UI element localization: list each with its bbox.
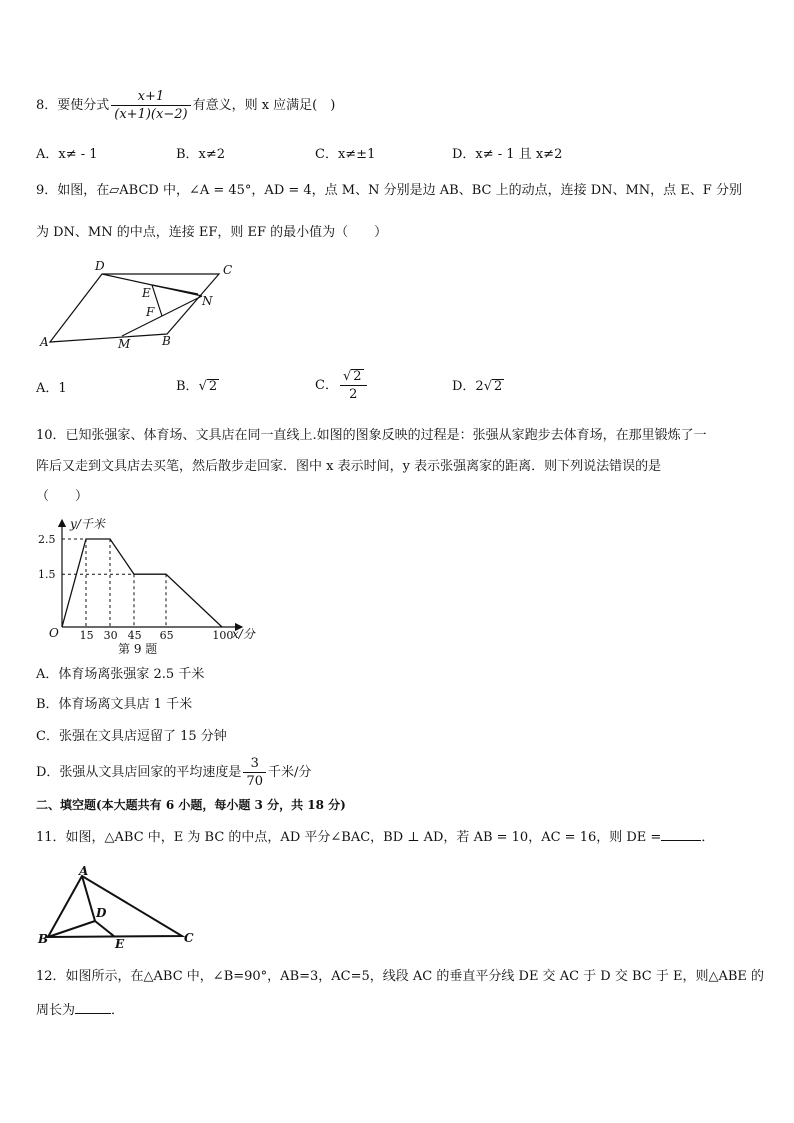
q8-prefix: 8．要使分式 bbox=[36, 98, 110, 113]
q8-option-a: A．x≠ - 1 bbox=[36, 147, 98, 162]
q9-option-a: A．1 bbox=[36, 381, 67, 396]
fig9-label-e: E bbox=[142, 286, 151, 300]
q9-option-d-radicand: 2 bbox=[494, 379, 503, 394]
q10-option-d-numerator: 3 bbox=[243, 755, 266, 773]
q8-denominator: (x+1)(x−2) bbox=[114, 107, 188, 122]
fig9-label-n: N bbox=[202, 294, 213, 308]
graph-origin-label: O bbox=[49, 626, 59, 640]
q12-line1: 12．如图所示，在△ABC 中，∠B=90°，AB=3，AC=5，线段 AC 的垂直平分线 DE 交 AC 于 D 交 BC 于 E，则△ABE 的 bbox=[36, 969, 765, 984]
q11-triangle-figure bbox=[36, 864, 206, 950]
fig9-label-a: A bbox=[40, 335, 49, 349]
q9-option-b-radicand: 2 bbox=[208, 379, 218, 394]
q11-answer-blank[interactable] bbox=[661, 828, 701, 841]
q10-line1: 10．已知张强家、体育场、文具店在同一直线上.如图的图象反映的过程是：张强从家跑步去体育场，在那里锻炼了一 bbox=[36, 428, 707, 443]
graph-y-tick-label: 1.5 bbox=[38, 568, 56, 582]
q8-option-c: C．x≠±1 bbox=[315, 147, 376, 162]
q9-option-d bbox=[452, 378, 504, 396]
q10-line3: （ ） bbox=[36, 489, 89, 504]
graph-caption: 第 9 题 bbox=[118, 642, 158, 656]
q10-distance-time-graph bbox=[36, 512, 266, 660]
q9-option-c-label: C． bbox=[315, 378, 338, 393]
q10-option-d-prefix: D．张强从文具店回家的平均速度是 bbox=[36, 765, 242, 780]
q10-option-b: B．体育场离文具店 1 千米 bbox=[36, 697, 193, 712]
graph-x-axis-label: x/分 bbox=[232, 627, 255, 641]
q9-line2: 为 DN、MN 的中点，连接 EF，则 EF 的最小值为（ ） bbox=[36, 225, 388, 240]
q12-line2 bbox=[36, 1001, 124, 1020]
q9-option-c-denominator: 2 bbox=[349, 387, 358, 402]
q10-option-c: C．张强在文具店逗留了 15 分钟 bbox=[36, 729, 227, 744]
fig11-label-b: B bbox=[38, 932, 49, 946]
section-heading: 二、填空题(本大题共有 6 小题，每小题 3 分，共 18 分) bbox=[36, 798, 346, 812]
q10-option-d-fraction bbox=[243, 755, 266, 790]
q9-line1: 9．如图，在▱ABCD 中，∠A = 45°，AD = 4，点 M、N 分别是边 AB、BC 上的动点，连接 DN、MN，点 E、F 分别 bbox=[36, 183, 742, 198]
fig9-label-d: D bbox=[95, 259, 105, 273]
q11-text: 11．如图，△ABC 中，E 为 BC 的中点，AD 平分∠BAC，BD ⊥ AD，若 AB = 10，AC = 16，则 DE = bbox=[36, 830, 662, 845]
q9-option-b bbox=[176, 378, 219, 396]
q10-option-d bbox=[36, 755, 311, 790]
sqrt-sign: √ bbox=[198, 379, 207, 394]
q12-line2-suffix: ． bbox=[111, 1003, 125, 1018]
fig9-label-c: C bbox=[223, 263, 233, 277]
question-11 bbox=[36, 828, 714, 847]
q9-option-c-fraction bbox=[340, 368, 367, 403]
q9-option-d-label: D．2 bbox=[452, 379, 484, 394]
q9-option-c bbox=[315, 368, 369, 403]
fig9-label-f: F bbox=[146, 305, 155, 319]
q9-option-b-label: B． bbox=[176, 379, 199, 394]
q12-answer-blank[interactable] bbox=[75, 1001, 111, 1014]
q10-line2: 阵后又走到文具店去买笔，然后散步走回家．图中 x 表示时间，y 表示张强离家的距离．则下列说法错误的是 bbox=[36, 459, 662, 474]
q11-end: ． bbox=[701, 830, 715, 845]
q8-fraction bbox=[111, 88, 190, 123]
graph-y-tick-label: 2.5 bbox=[38, 533, 56, 546]
fig11-label-c: C bbox=[184, 931, 194, 945]
graph-y-axis-label: y/千米 bbox=[70, 517, 105, 531]
q9-parallelogram-figure bbox=[36, 258, 246, 354]
q10-option-d-suffix: 千米/分 bbox=[267, 765, 312, 780]
graph-x-tick-label: 30 bbox=[103, 629, 118, 642]
q9-option-c-numerator: √ 2 bbox=[340, 368, 367, 386]
fig11-label-a: A bbox=[79, 864, 89, 878]
q10-option-a: A．体育场离张强家 2.5 千米 bbox=[36, 667, 205, 682]
fig9-label-m: M bbox=[118, 337, 131, 351]
graph-x-tick-label: 100 bbox=[212, 629, 234, 642]
q8-numerator: x+1 bbox=[111, 88, 190, 106]
graph-x-tick-label: 65 bbox=[159, 629, 174, 642]
sqrt-sign: √ bbox=[483, 379, 492, 394]
q8-suffix: 有意义，则 x 应满足( ) bbox=[192, 98, 336, 113]
fig11-label-d: D bbox=[96, 906, 107, 920]
graph-x-tick-label: 15 bbox=[79, 629, 94, 642]
q8-option-b: B．x≠2 bbox=[176, 147, 226, 162]
q12-line2-prefix: 周长为 bbox=[36, 1003, 76, 1018]
fig9-label-b: B bbox=[162, 334, 171, 348]
graph-x-tick-label: 45 bbox=[127, 629, 142, 642]
fig11-label-e: E bbox=[115, 937, 125, 950]
q8-option-d: D．x≠ - 1 且 x≠2 bbox=[452, 147, 563, 162]
q10-option-d-denominator: 70 bbox=[246, 774, 263, 789]
question-8 bbox=[36, 88, 335, 123]
